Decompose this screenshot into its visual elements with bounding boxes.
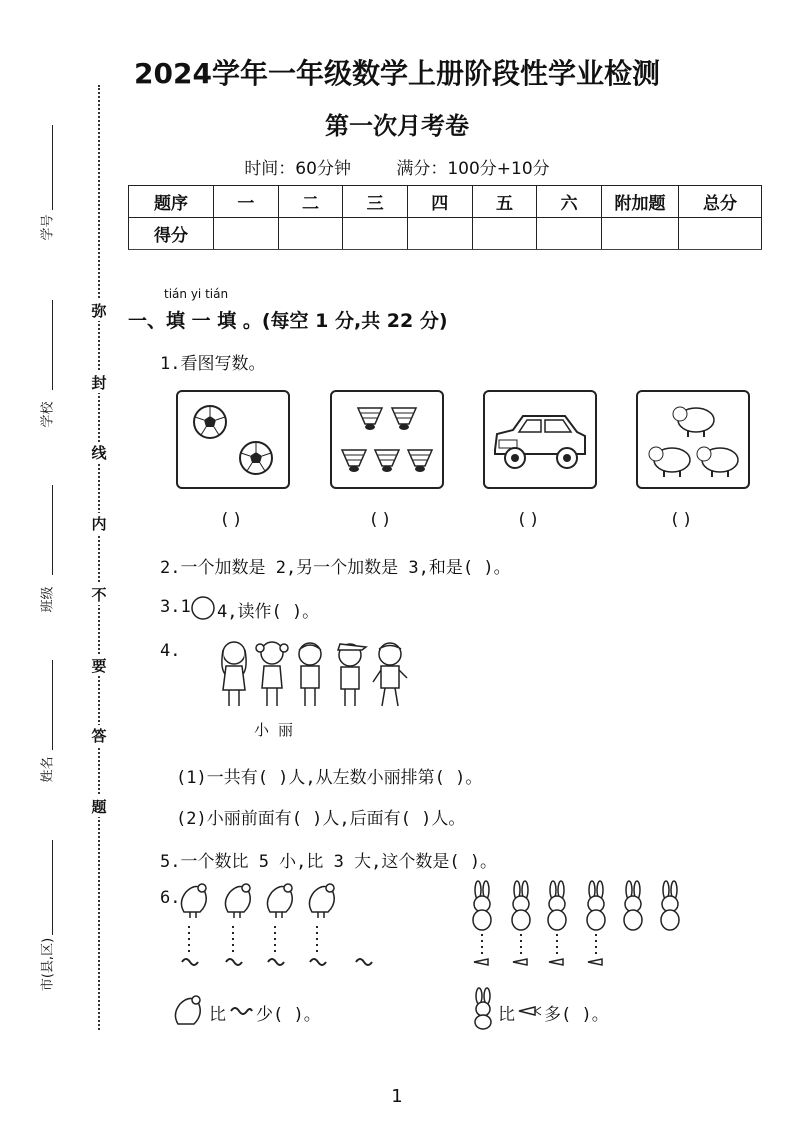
score-cell[interactable] — [679, 218, 762, 250]
page-number: 1 — [391, 1086, 403, 1107]
worm-icon — [229, 1003, 253, 1019]
full-score: 满分：100分+10分 — [396, 159, 550, 179]
binding-char: 要 — [88, 655, 110, 676]
shuttlecock-icon — [332, 392, 442, 487]
table-cell: 四 — [407, 186, 472, 218]
carrot-icon — [517, 1004, 543, 1018]
question-2: 2.一个加数是 2,另一个加数是 3,和是( )。 — [160, 558, 511, 578]
score-cell[interactable] — [214, 218, 279, 250]
question-3-prefix: 3.1 — [160, 597, 191, 617]
exam-subtitle: 第一次月考卷 — [325, 112, 469, 140]
binding-char: 题 — [88, 796, 110, 817]
question-6-number: 6. — [160, 888, 181, 908]
table-cell: 三 — [343, 186, 408, 218]
question-5: 5.一个数比 5 小,比 3 大,这个数是( )。 — [160, 852, 498, 872]
car-icon — [485, 392, 595, 487]
table-cell: 一 — [214, 186, 279, 218]
picture-box-sheep — [636, 390, 750, 489]
binding-char: 线 — [88, 442, 110, 463]
score-table — [128, 185, 762, 250]
question-4-number: 4. — [160, 641, 181, 661]
compare-circle-icon[interactable] — [190, 595, 216, 621]
student-id-label: 学号 — [40, 214, 56, 241]
rabbit-icon — [470, 988, 496, 1030]
score-cell[interactable] — [537, 218, 602, 250]
question-3-suffix: 4,读作( )。 — [217, 602, 320, 622]
class-label: 班级 — [40, 586, 56, 613]
question-4-1: (1)一共有( )人,从左数小丽排第( )。 — [176, 768, 483, 788]
children-row-icon — [216, 638, 416, 713]
score-cell[interactable] — [472, 218, 537, 250]
question-6-right-compare: 比 — [498, 1005, 515, 1025]
rabbit-carrot-icon — [466, 882, 696, 972]
rooster-worm-icon — [172, 882, 382, 977]
score-cell[interactable] — [602, 218, 679, 250]
rooster-icon — [176, 990, 208, 1030]
binding-char: 封 — [88, 372, 110, 393]
name-label: 姓名 — [40, 756, 56, 783]
table-cell: 得分 — [129, 218, 214, 250]
soccer-ball-icon — [178, 392, 288, 487]
time-limit: 时间：60分钟 — [244, 159, 351, 179]
table-cell: 五 — [472, 186, 537, 218]
picture-box-car — [483, 390, 597, 489]
class-line[interactable] — [52, 485, 53, 575]
picture-box-shuttlecocks — [330, 390, 444, 489]
table-cell: 二 — [278, 186, 343, 218]
question-6-right-answer: 多( )。 — [544, 1005, 609, 1025]
answer-blank[interactable]: ( ) — [370, 510, 390, 530]
name-line[interactable] — [52, 660, 53, 750]
sheep-icon — [638, 392, 748, 487]
school-line[interactable] — [52, 300, 53, 390]
picture-box-balls — [176, 390, 290, 489]
table-cell: 题序 — [129, 186, 214, 218]
score-cell[interactable] — [343, 218, 408, 250]
exam-info — [0, 154, 794, 179]
district-label: 市(县,区) — [40, 937, 56, 992]
section-heading: 一、填 一 填 。(每空 1 分,共 22 分) — [128, 310, 448, 332]
divider — [128, 249, 762, 250]
question-4-2: (2)小丽前面有( )人,后面有( )人。 — [176, 809, 466, 829]
binding-char: 答 — [88, 725, 110, 746]
score-table-header-row — [129, 186, 762, 218]
school-label: 学校 — [40, 401, 56, 428]
binding-char: 不 — [88, 584, 110, 605]
exam-title: 2024学年一年级数学上册阶段性学业检测 — [134, 57, 660, 90]
answer-blank[interactable]: ( ) — [671, 510, 691, 530]
district-line[interactable] — [52, 840, 53, 935]
score-table-score-row — [129, 218, 762, 250]
table-cell: 附加题 — [602, 186, 679, 218]
table-cell: 总分 — [679, 186, 762, 218]
pinyin-annotation: tián yi tián — [164, 287, 229, 301]
answer-blank[interactable]: ( ) — [221, 510, 241, 530]
score-cell[interactable] — [278, 218, 343, 250]
score-cell[interactable] — [407, 218, 472, 250]
question-6-left-answer: 少( )。 — [256, 1005, 321, 1025]
question-6-left-compare: 比 — [209, 1005, 226, 1025]
xiaoli-label: 小 丽 — [254, 721, 294, 739]
binding-dotted-line — [98, 85, 100, 1030]
binding-char: 内 — [88, 513, 110, 534]
binding-char: 弥 — [88, 300, 110, 321]
table-cell: 六 — [537, 186, 602, 218]
answer-blank[interactable]: ( ) — [518, 510, 538, 530]
question-1: 1.看图写数。 — [160, 354, 266, 374]
